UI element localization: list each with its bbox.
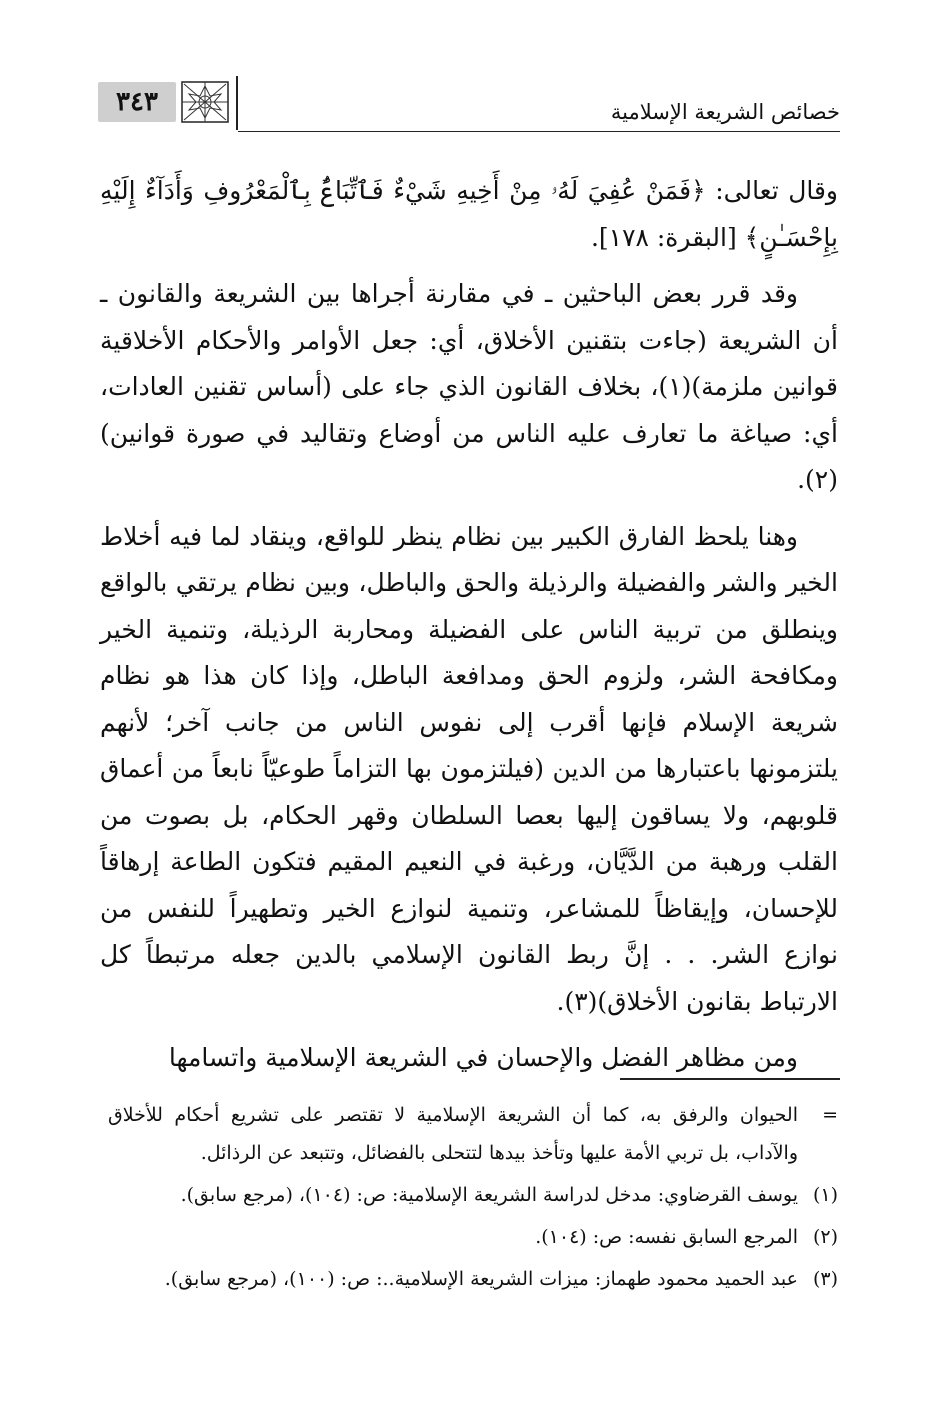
main-text [100, 168, 838, 1092]
footnote-text: يوسف القرضاوي: مدخل لدراسة الشريعة الإسلامية: ص: (١٠٤)، (مرجع سابق). [180, 1184, 798, 1206]
paragraph-distinction: وهنا يلحظ الفارق الكبير بين نظام ينظر للواقع، وينقاد لما فيه أخلاط الخير والشر والفضيلة والرذيلة والحق والباطل، وبين نظام يرتقي بالواقع وينطلق من تربية الناس على الفضيلة ومحاربة الرذيلة، وتنمية الخير ومكافحة الشر، ولزوم الحق ومدافعة الباطل، وإذا كان هذا هو نظام شريعة الإسلام فإنها أقرب إلى نفوس الناس من جانب آخر؛ لأنهم يلتزمونها باعتبارها من الدين (فيلتزمون بها التزاماً طوعيّاً نابعاً من أعماق قلوبهم، ولا يساقون إليها بعصا السلطان وقهر الحكام، بل بصوت من القلب ورهبة من الدَّيَّان، ورغبة في النعيم المقيم فتكون الطاعة إرهاقاً للإحسان، وإيقاظاً للمشاعر، وتنمية لنوازع الخير وتطهيراً للنفس من نوازع الشر. . . إنَّ ربط القانون الإسلامي بالدين جعله مرتبطاً كل الارتباط بقانون الأخلاق)(٣). [100, 521, 838, 1016]
footnote-separator [620, 1078, 840, 1080]
geometric-star-ornament-icon [180, 80, 230, 124]
page-header [98, 74, 840, 132]
header-rule [238, 131, 840, 132]
paragraph-quran-citation: وقال تعالى: ﴿فَمَنْ عُفِيَ لَهُۥ مِنْ أَخِيهِ شَيْءٌ فَٱتِّبَاعٌۢ بِٱلْمَعْرُوفِ وَأَدَآءٌ إِلَيْهِ بِإِحْسَـٰنٍ﴾ [البقرة: ١٧٨]. [100, 176, 838, 252]
footnotes [108, 1096, 838, 1302]
page-number-box [98, 80, 230, 124]
footnote-text: المرجع السابق نفسه: ص: (١٠٤). [535, 1226, 798, 1248]
footnote-2 [108, 1218, 838, 1256]
running-title: خصائص الشريعة الإسلامية [610, 100, 840, 124]
footnote-1 [108, 1176, 838, 1214]
footnote-3 [108, 1260, 838, 1298]
footnote-continued [108, 1096, 838, 1172]
header-divider [236, 76, 238, 130]
paragraph-comparison: وقد قرر بعض الباحثين ـ في مقارنة أجراها بين الشريعة والقانون ـ أن الشريعة (جاءت بتقنين الأخلاق، أي: جعل الأوامر والأحكام الأخلاقية قوانين ملزمة)(١)، بخلاف القانون الذي جاء على (أساس تقنين العادات، أي: صياغة ما تعارف عليه الناس من أوضاع وتقاليد في صورة قوانين)(٢). [100, 279, 838, 494]
footnote-mark: (١) [812, 1184, 838, 1206]
footnote-mark: (٢) [812, 1226, 838, 1248]
page-number: ٣٤٣ [98, 82, 176, 122]
footnote-mark: = [822, 1104, 838, 1126]
footnote-mark: (٣) [812, 1268, 838, 1290]
footnote-text: عبد الحميد محمود طهماز: ميزات الشريعة الإسلامية..: ص: (١٠٠)، (مرجع سابق). [164, 1268, 798, 1290]
paragraph-continuation: ومن مظاهر الفضل والإحسان في الشريعة الإسلامية واتسامها [168, 1043, 798, 1072]
footnote-text: الحيوان والرفق به، كما أن الشريعة الإسلامية لا تقتصر على تشريع أحكام للأخلاق والآداب، بل تربي الأمة عليها وتأخذ بيدها لتتحلى بالفضائل، وتتبعد عن الرذائل. [108, 1104, 798, 1164]
